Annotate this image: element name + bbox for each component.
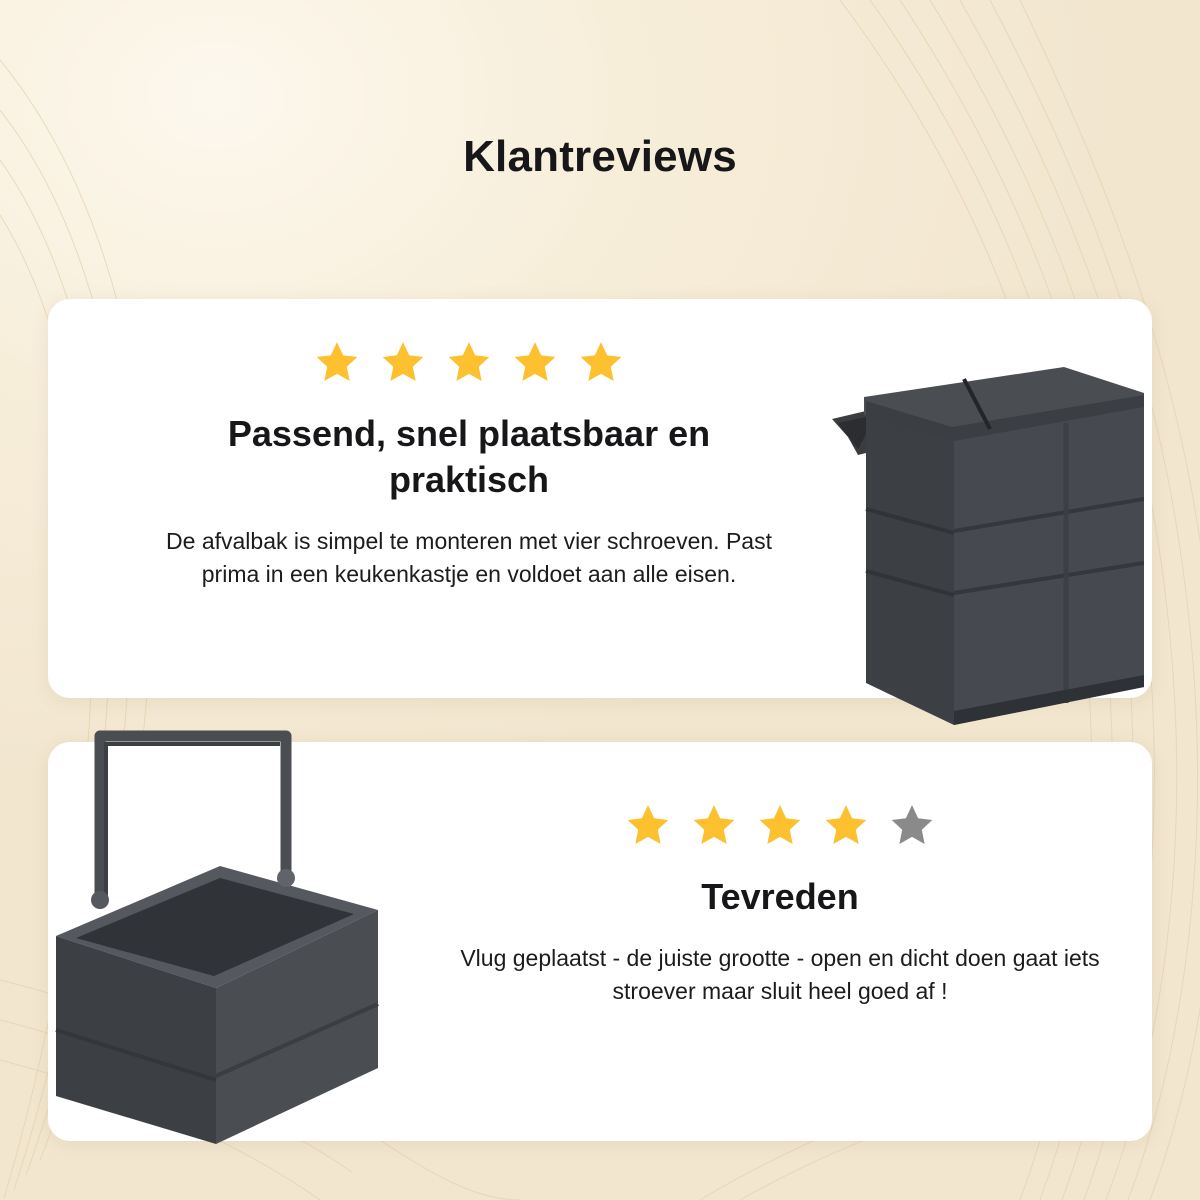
review-1-heading: Passend, snel plaatsbaar en praktisch xyxy=(227,413,711,501)
star-icon-filled xyxy=(823,802,869,848)
star-icon-filled xyxy=(446,339,492,385)
review-card-2 xyxy=(48,742,1152,1141)
star-icon-filled xyxy=(512,339,558,385)
review-1-content xyxy=(144,339,794,590)
review-2-content xyxy=(450,802,1110,1007)
review-1-rating xyxy=(144,339,794,385)
product-image-bin-with-lid xyxy=(814,331,1144,731)
star-icon-empty xyxy=(889,802,935,848)
star-icon-filled xyxy=(625,802,671,848)
page-title: Klantreviews xyxy=(463,132,737,181)
star-icon-filled xyxy=(578,339,624,385)
star-icon-filled xyxy=(380,339,426,385)
review-card-1 xyxy=(48,299,1152,698)
star-icon-filled xyxy=(691,802,737,848)
review-2-rating xyxy=(450,802,1110,848)
star-icon-filled xyxy=(757,802,803,848)
review-2-body: Vlug geplaatst - de juiste grootte - open en dicht doen gaat iets stroever maar sluit heel goed af ! xyxy=(460,945,1100,1004)
product-image-bin-with-handle xyxy=(48,724,398,1144)
star-icon-filled xyxy=(314,339,360,385)
review-1-body: De afvalbak is simpel te monteren met vier schroeven. Past prima in een keukenkastje en voldoet aan alle eisen. xyxy=(166,528,772,587)
review-2-heading: Tevreden xyxy=(701,876,859,917)
